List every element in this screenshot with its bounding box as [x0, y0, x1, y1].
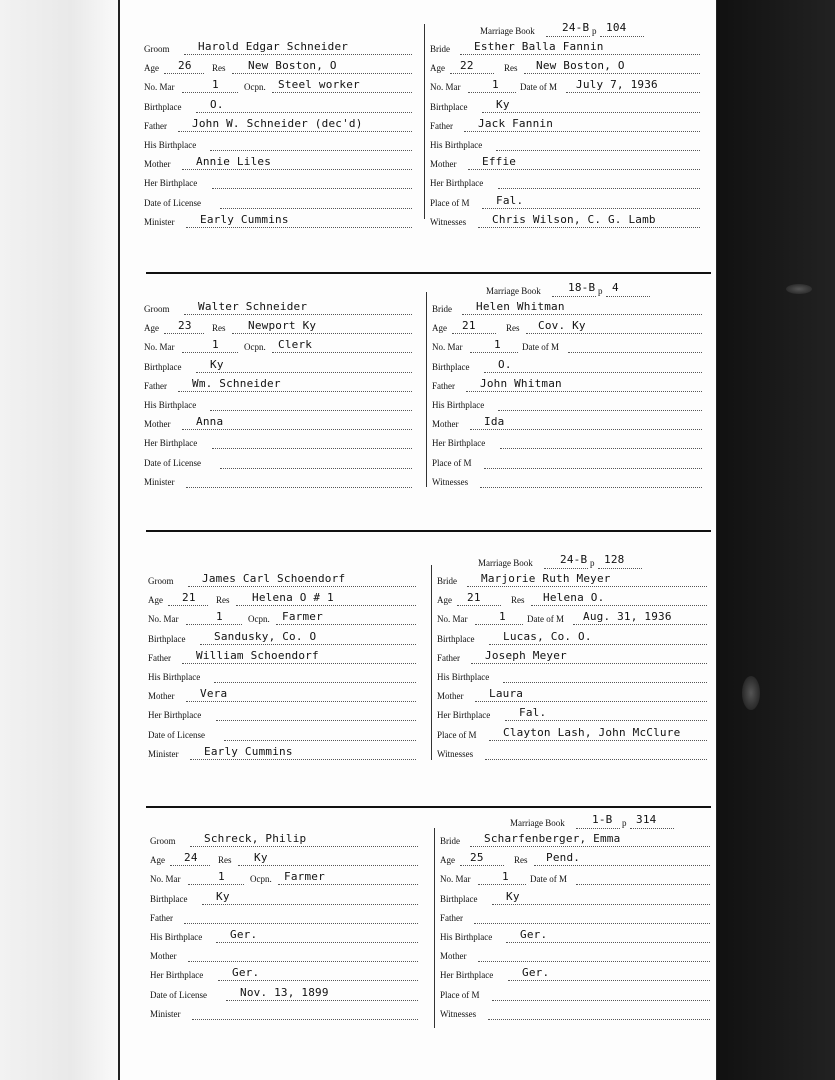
fill-line	[457, 605, 501, 606]
fill-line	[484, 372, 702, 373]
bride-witnesses-label: Witnesses	[440, 1008, 477, 1019]
groom-father-value: John W. Schneider (dec'd)	[192, 116, 363, 130]
age-label: Age	[440, 855, 455, 866]
bride-witnesses-label: Witnesses	[432, 476, 469, 487]
groom-no-mar-value: 1	[212, 78, 219, 92]
fill-line	[489, 740, 707, 741]
fill-line	[216, 942, 418, 943]
age-label: Age	[432, 323, 447, 334]
bride-witnesses-value: Chris Wilson, C. G. Lamb	[492, 212, 656, 226]
groom-value: James Carl Schoendorf	[202, 572, 346, 585]
groom-father-label: Father	[150, 912, 173, 923]
bride-value: Helen Whitman	[476, 300, 565, 313]
groom-birthplace-label: Birthplace	[150, 893, 188, 904]
groom-age-value: 23	[178, 319, 192, 333]
fill-line	[482, 112, 700, 113]
groom-ocpn-value: Steel worker	[278, 78, 360, 92]
fill-line	[606, 296, 650, 297]
scan-smudge	[742, 676, 760, 710]
bride-label: Bride	[437, 576, 457, 586]
fill-line	[576, 828, 620, 829]
fill-line	[492, 904, 710, 905]
fill-line	[188, 586, 416, 587]
groom-res-value: Ky	[254, 851, 268, 865]
bride-mother-label: Mother	[440, 951, 467, 962]
bride-res-value: Helena O.	[543, 591, 605, 605]
bride-her-birthplace-label: Her Birthplace	[432, 438, 486, 449]
fill-line	[466, 391, 702, 392]
fill-line	[170, 865, 210, 866]
no-mar-label: No. Mar	[150, 874, 181, 885]
bride-birthplace-value: Ky	[506, 889, 520, 903]
groom-minister-label: Minister	[150, 1008, 181, 1019]
bride-place-of-m-value: Clayton Lash, John McClure	[503, 725, 681, 739]
groom-mother-value: Annie Liles	[196, 155, 272, 169]
fill-line	[212, 188, 412, 189]
marriage-book-value: 24-B	[562, 21, 590, 34]
groom-res-value: Newport Ky	[248, 319, 317, 333]
fill-line	[272, 92, 412, 93]
bride-place-of-m-label: Place of M	[437, 729, 477, 740]
fill-line	[468, 92, 516, 93]
groom-birthplace-label: Birthplace	[144, 361, 182, 372]
ocpn-label: Ocpn.	[244, 82, 266, 93]
fill-line	[182, 429, 412, 430]
bride-birthplace-label: Birthplace	[430, 101, 468, 112]
groom-birthplace-label: Birthplace	[148, 633, 186, 644]
page-label: p	[598, 286, 603, 296]
fill-line	[186, 487, 412, 488]
groom-date-of-license-label: Date of License	[150, 989, 207, 1000]
bride-label: Bride	[440, 836, 460, 846]
fill-line	[226, 1000, 418, 1001]
date-of-m-label: Date of M	[522, 342, 559, 353]
groom-ocpn-value: Clerk	[278, 338, 313, 352]
fill-line	[164, 73, 204, 74]
fill-line	[496, 150, 700, 151]
fill-line	[467, 586, 707, 587]
fill-line	[468, 169, 700, 170]
bride-no-mar-value: 1	[492, 78, 499, 92]
no-mar-label: No. Mar	[430, 82, 461, 93]
fill-line	[450, 73, 494, 74]
record-separator	[146, 530, 711, 532]
groom-no-mar-value: 1	[216, 610, 223, 624]
bride-witnesses-label: Witnesses	[437, 748, 474, 759]
bride-no-mar-value: 1	[502, 870, 509, 884]
bride-father-value: Joseph Meyer	[485, 648, 567, 662]
groom-res-value: New Boston, O	[248, 59, 337, 73]
groom-father-label: Father	[148, 652, 171, 663]
fill-line	[178, 391, 412, 392]
groom-mother-label: Mother	[144, 419, 171, 430]
bride-no-mar-value: 1	[494, 338, 501, 352]
age-label: Age	[150, 855, 165, 866]
groom-father-label: Father	[144, 120, 167, 131]
date-of-m-label: Date of M	[530, 874, 567, 885]
fill-line	[524, 73, 700, 74]
groom-no-mar-value: 1	[212, 338, 219, 352]
fill-line	[492, 1000, 710, 1001]
fill-line	[200, 644, 416, 645]
record-separator	[146, 272, 711, 274]
ocpn-label: Ocpn.	[244, 342, 266, 353]
bride-date-of-m-value: Aug. 31, 1936	[583, 610, 672, 624]
groom-her-birthplace-label: Her Birthplace	[148, 710, 202, 721]
fill-line	[498, 410, 702, 411]
bride-his-birthplace-value: Ger.	[520, 928, 548, 941]
bride-her-birthplace-label: Her Birthplace	[440, 970, 494, 981]
fill-line	[573, 624, 707, 625]
groom-mother-value: Anna	[196, 415, 224, 429]
fill-line	[470, 352, 518, 353]
bride-place-of-m-value: Fal.	[496, 193, 524, 207]
fill-line	[546, 36, 590, 37]
groom-minister-label: Minister	[144, 216, 175, 227]
bride-age-value: 22	[460, 59, 474, 73]
marriage-book-label: Marriage Book	[510, 818, 565, 828]
bride-res-value: Pend.	[546, 851, 581, 865]
groom-age-value: 21	[182, 591, 196, 605]
fill-line	[192, 1019, 418, 1020]
fill-line	[196, 372, 412, 373]
fill-line	[470, 846, 710, 847]
bride-father-label: Father	[437, 652, 460, 663]
fill-line	[186, 701, 416, 702]
age-label: Age	[144, 323, 159, 334]
fill-line	[184, 54, 412, 55]
groom-value: Harold Edgar Schneider	[198, 40, 349, 53]
fill-line	[478, 227, 700, 228]
fill-line	[484, 468, 702, 469]
no-mar-label: No. Mar	[144, 82, 175, 93]
groom-birthplace-value: Sandusky, Co. O	[214, 629, 317, 643]
fill-line	[236, 605, 416, 606]
bride-his-birthplace-label: His Birthplace	[432, 400, 485, 410]
groom-minister-value: Early Cummins	[204, 744, 293, 758]
age-label: Age	[430, 63, 445, 74]
groom-mother-value: Vera	[200, 687, 228, 701]
groom-label: Groom	[144, 44, 170, 54]
fill-line	[489, 644, 707, 645]
fill-line	[544, 568, 588, 569]
fill-line	[190, 846, 418, 847]
fill-line	[168, 605, 208, 606]
bride-value: Marjorie Ruth Meyer	[481, 572, 611, 585]
column-divider	[426, 292, 427, 487]
fill-line	[188, 884, 244, 885]
page-value: 4	[612, 281, 619, 294]
fill-line	[184, 314, 412, 315]
bride-his-birthplace-label: His Birthplace	[440, 932, 493, 942]
marriage-book-label: Marriage Book	[478, 558, 533, 568]
groom-her-birthplace-value: Ger.	[232, 966, 260, 980]
marriage-book-label: Marriage Book	[486, 286, 541, 296]
groom-minister-value: Early Cummins	[200, 212, 289, 226]
bride-mother-value: Ida	[484, 415, 505, 429]
fill-line	[488, 1019, 710, 1020]
fill-line	[190, 759, 416, 760]
groom-her-birthplace-label: Her Birthplace	[144, 178, 198, 189]
bride-his-birthplace-label: His Birthplace	[430, 140, 483, 150]
marriage-book-label: Marriage Book	[480, 26, 535, 36]
fill-line	[485, 759, 707, 760]
groom-birthplace-value: Ky	[216, 889, 230, 903]
fill-line	[500, 448, 702, 449]
fill-line	[182, 663, 416, 664]
bride-witnesses-label: Witnesses	[430, 216, 467, 227]
date-of-m-label: Date of M	[520, 82, 557, 93]
page-value: 314	[636, 813, 657, 826]
column-divider	[434, 828, 435, 1028]
fill-line	[506, 942, 710, 943]
fill-line	[531, 605, 707, 606]
fill-line	[218, 980, 418, 981]
column-divider	[424, 24, 425, 219]
age-label: Age	[437, 595, 452, 606]
bride-age-value: 21	[467, 591, 481, 605]
bride-place-of-m-label: Place of M	[430, 197, 470, 208]
bride-mother-label: Mother	[430, 159, 457, 170]
groom-birthplace-value: O.	[210, 97, 224, 111]
groom-birthplace-value: Ky	[210, 357, 224, 371]
fill-line	[210, 410, 412, 411]
groom-age-value: 26	[178, 59, 192, 73]
groom-minister-label: Minister	[148, 748, 179, 759]
groom-his-birthplace-label: His Birthplace	[150, 932, 203, 942]
bride-res-value: Cov. Ky	[538, 319, 586, 333]
groom-label: Groom	[148, 576, 174, 586]
bride-res-value: New Boston, O	[536, 59, 625, 73]
ocpn-label: Ocpn.	[248, 614, 270, 625]
date-of-m-label: Date of M	[527, 614, 564, 625]
fill-line	[232, 73, 412, 74]
fill-line	[220, 208, 412, 209]
groom-value: Walter Schneider	[198, 300, 308, 313]
fill-line	[216, 720, 416, 721]
fill-line	[478, 961, 710, 962]
fill-line	[452, 333, 496, 334]
age-label: Age	[148, 595, 163, 606]
groom-ocpn-value: Farmer	[284, 870, 325, 884]
bride-value: Scharfenberger, Emma	[484, 832, 621, 845]
bride-age-value: 21	[462, 319, 476, 333]
fill-line	[534, 865, 710, 866]
fill-line	[186, 624, 242, 625]
fill-line	[184, 923, 418, 924]
bride-her-birthplace-value: Ger.	[522, 966, 550, 980]
ocpn-label: Ocpn.	[250, 874, 272, 885]
groom-minister-label: Minister	[144, 476, 175, 487]
no-mar-label: No. Mar	[432, 342, 463, 353]
fill-line	[508, 980, 710, 981]
bride-label: Bride	[430, 44, 450, 54]
page-value: 104	[606, 21, 627, 34]
fill-line	[182, 169, 412, 170]
bride-birthplace-label: Birthplace	[432, 361, 470, 372]
groom-date-of-license-label: Date of License	[144, 197, 201, 208]
groom-date-of-license-label: Date of License	[144, 457, 201, 468]
res-label: Res	[218, 855, 232, 866]
page-label: p	[592, 26, 597, 36]
fill-line	[503, 682, 707, 683]
bride-date-of-m-value: July 7, 1936	[576, 78, 658, 92]
scan-left-margin	[0, 0, 118, 1080]
bride-his-birthplace-label: His Birthplace	[437, 672, 490, 682]
page-label: p	[590, 558, 595, 568]
bride-mother-value: Laura	[489, 687, 524, 701]
fill-line	[460, 54, 700, 55]
groom-his-birthplace-label: His Birthplace	[144, 400, 197, 410]
no-mar-label: No. Mar	[144, 342, 175, 353]
marriage-book-value: 18-B	[568, 281, 596, 294]
fill-line	[576, 884, 710, 885]
groom-age-value: 24	[184, 851, 198, 865]
bride-mother-label: Mother	[432, 419, 459, 430]
fill-line	[202, 904, 418, 905]
fill-line	[568, 352, 702, 353]
groom-date-of-license-value: Nov. 13, 1899	[240, 985, 329, 999]
fill-line	[182, 92, 238, 93]
bride-birthplace-value: O.	[498, 357, 512, 371]
groom-his-birthplace-label: His Birthplace	[148, 672, 201, 682]
fill-line	[278, 884, 418, 885]
groom-her-birthplace-label: Her Birthplace	[150, 970, 204, 981]
no-mar-label: No. Mar	[148, 614, 179, 625]
groom-mother-label: Mother	[148, 691, 175, 702]
fill-line	[164, 333, 204, 334]
fill-line	[630, 828, 674, 829]
groom-birthplace-label: Birthplace	[144, 101, 182, 112]
res-label: Res	[212, 63, 226, 74]
fill-line	[505, 720, 707, 721]
fill-line	[460, 865, 504, 866]
fill-line	[178, 131, 412, 132]
bride-her-birthplace-label: Her Birthplace	[437, 710, 491, 721]
fill-line	[600, 36, 644, 37]
fill-line	[474, 923, 710, 924]
marriage-book-value: 1-B	[592, 813, 613, 826]
bride-father-label: Father	[430, 120, 453, 131]
fill-line	[214, 682, 416, 683]
fill-line	[552, 296, 596, 297]
fill-line	[212, 448, 412, 449]
res-label: Res	[514, 855, 528, 866]
groom-res-value: Helena O # 1	[252, 591, 334, 605]
left-margin-line	[118, 0, 120, 1080]
fill-line	[470, 429, 702, 430]
bride-father-label: Father	[440, 912, 463, 923]
page-label: p	[622, 818, 627, 828]
res-label: Res	[212, 323, 226, 334]
fill-line	[232, 333, 412, 334]
bride-birthplace-label: Birthplace	[437, 633, 475, 644]
groom-father-label: Father	[144, 380, 167, 391]
fill-line	[475, 701, 707, 702]
bride-mother-value: Effie	[482, 155, 517, 169]
groom-label: Groom	[150, 836, 176, 846]
groom-mother-label: Mother	[150, 951, 177, 962]
age-label: Age	[144, 63, 159, 74]
bride-no-mar-value: 1	[499, 610, 506, 624]
bride-birthplace-value: Lucas, Co. O.	[503, 629, 592, 643]
groom-no-mar-value: 1	[218, 870, 225, 884]
res-label: Res	[216, 595, 230, 606]
bride-her-birthplace-label: Her Birthplace	[430, 178, 484, 189]
fill-line	[482, 208, 700, 209]
groom-value: Schreck, Philip	[204, 832, 307, 845]
groom-father-value: Wm. Schneider	[192, 376, 281, 390]
bride-mother-label: Mother	[437, 691, 464, 702]
fill-line	[196, 112, 412, 113]
fill-line	[498, 188, 700, 189]
groom-his-birthplace-label: His Birthplace	[144, 140, 197, 150]
bride-father-label: Father	[432, 380, 455, 391]
res-label: Res	[506, 323, 520, 334]
bride-father-value: Jack Fannin	[478, 116, 554, 130]
groom-label: Groom	[144, 304, 170, 314]
fill-line	[276, 624, 416, 625]
fill-line	[186, 227, 412, 228]
no-mar-label: No. Mar	[437, 614, 468, 625]
fill-line	[462, 314, 702, 315]
bride-birthplace-label: Birthplace	[440, 893, 478, 904]
fill-line	[475, 624, 523, 625]
groom-her-birthplace-label: Her Birthplace	[144, 438, 198, 449]
marriage-book-value: 24-B	[560, 553, 588, 566]
column-divider	[431, 565, 432, 760]
bride-value: Esther Balla Fannin	[474, 40, 604, 53]
groom-mother-label: Mother	[144, 159, 171, 170]
groom-ocpn-value: Farmer	[282, 610, 323, 624]
groom-father-value: William Schoendorf	[196, 648, 319, 662]
bride-her-birthplace-value: Fal.	[519, 706, 547, 720]
fill-line	[464, 131, 700, 132]
bride-birthplace-value: Ky	[496, 97, 510, 111]
bride-place-of-m-label: Place of M	[432, 457, 472, 468]
bride-father-value: John Whitman	[480, 376, 562, 390]
fill-line	[478, 884, 526, 885]
fill-line	[272, 352, 412, 353]
fill-line	[188, 961, 418, 962]
fill-line	[238, 865, 418, 866]
fill-line	[598, 568, 642, 569]
fill-line	[566, 92, 700, 93]
groom-his-birthplace-value: Ger.	[230, 928, 258, 941]
fill-line	[526, 333, 702, 334]
fill-line	[210, 150, 412, 151]
fill-line	[220, 468, 412, 469]
record-separator	[146, 806, 711, 808]
res-label: Res	[504, 63, 518, 74]
bride-age-value: 25	[470, 851, 484, 865]
bride-place-of-m-label: Place of M	[440, 989, 480, 1000]
fill-line	[480, 487, 702, 488]
fill-line	[471, 663, 707, 664]
fill-line	[182, 352, 238, 353]
bride-label: Bride	[432, 304, 452, 314]
no-mar-label: No. Mar	[440, 874, 471, 885]
groom-date-of-license-label: Date of License	[148, 729, 205, 740]
scan-smudge	[786, 284, 812, 294]
page-value: 128	[604, 553, 625, 566]
fill-line	[224, 740, 416, 741]
res-label: Res	[511, 595, 525, 606]
scan-right-margin	[717, 0, 835, 1080]
